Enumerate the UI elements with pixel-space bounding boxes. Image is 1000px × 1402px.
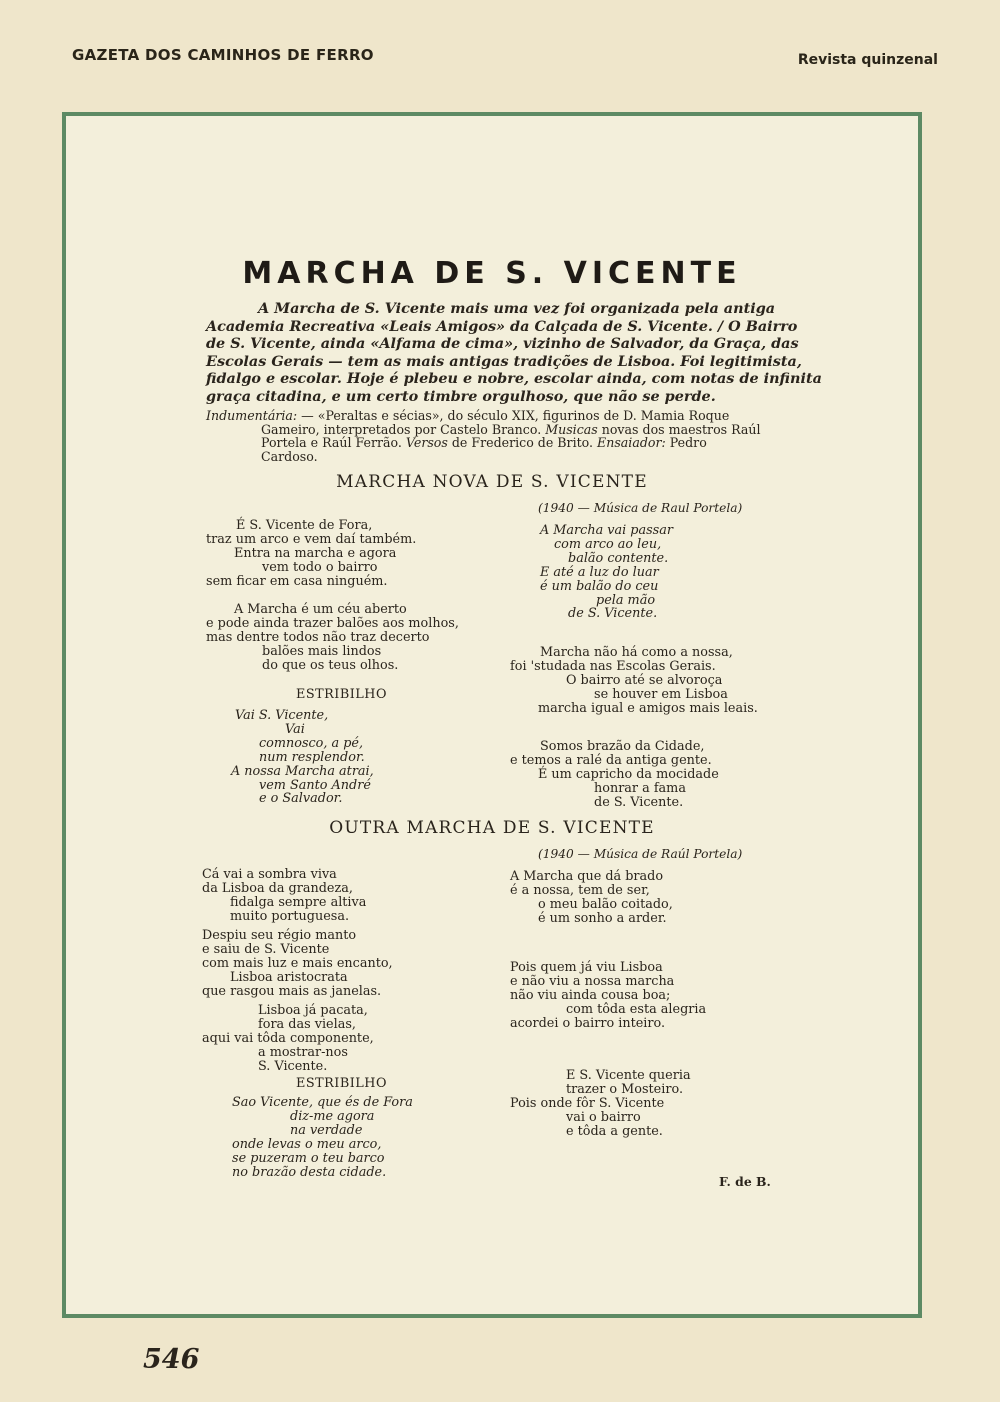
song2-left-stanza1 [202,868,366,924]
verse-line: Despiu seu régio manto [202,928,357,943]
article-title: MARCHA DE S. VICENTE [242,256,742,291]
verse-line: vem Santo André [259,777,371,793]
credits-text: Portela e Raúl Ferrão. [261,435,406,451]
song1-refrain-label: ESTRIBILHO [296,687,387,702]
verse-line: traz um arco e vem daí também. [206,531,417,547]
song1-right-stanza1 [540,524,673,621]
credits-text: Gameiro, interpretados por Castelo Branco. [261,421,546,437]
verse-line: do que os teus olhos. [262,657,399,673]
song1-right-stanza3 [510,740,719,810]
song2-refrain [232,1096,413,1179]
verse-line: Vai [285,721,305,737]
song2-right-stanza1 [510,870,673,926]
verse-line: A Marcha é um céu aberto [234,602,407,617]
verse-line: diz-me agora [290,1108,375,1124]
verse-line: Sao Vicente, que és de Fora [232,1095,413,1110]
verse-line: balões mais lindos [262,643,382,659]
verse-line: com mais luz e mais encanto, [202,955,393,971]
verse-line: trazer o Mosteiro. [566,1081,684,1097]
verse-line: E até a luz do luar [540,564,659,580]
verse-line: e saiu de S. Vicente [202,941,330,957]
verse-line: não viu ainda cousa boa; [510,987,671,1003]
intro-line: Escolas Gerais — tem as mais antigas tradições de Lisboa. Foi legitimista, [206,352,802,370]
song2-left-stanza3 [202,1004,374,1074]
verse-line: balão contente. [568,550,669,566]
credits-line [206,423,866,437]
indumentaria-text: — «Peraltas e sécias», do século XIX, figurinos de D. Mamia Roque [297,408,730,423]
verse-line: num resplendor. [259,749,365,765]
verse-line: e pode ainda trazer balões aos molhos, [206,615,459,631]
verse-line: Somos brazão da Cidade, [540,739,705,754]
verse-line: Entra na marcha e agora [234,545,397,561]
intro-line: Academia Recreativa «Leais Amigos» da Calçada de S. Vicente. / O Bairro [206,317,798,335]
indumentaria-label: Indumentária: [206,408,298,423]
verse-line: A Marcha vai passar [540,523,673,538]
song2-title: OUTRA MARCHA DE S. VICENTE [329,818,655,838]
intro-line: fidalgo e escolar. Hoje é plebeu e nobre, escolar ainda, com notas de infinita [206,370,822,388]
credits-notes [206,409,866,463]
verse-line: é um sonho a arder. [538,910,667,926]
credits-line [206,409,866,423]
verse-line: S. Vicente. [258,1058,328,1074]
verse-line: é um balão do ceu [540,578,659,594]
musicas-label: Musicas [545,421,598,437]
song1-right-stanza2 [510,646,758,716]
intro-line: graça citadina, e um certo timbre orgulhoso, que não se perde. [206,387,716,405]
article-frame [62,112,922,1318]
verse-line: de S. Vicente. [594,794,684,810]
verse-line: fidalga sempre altiva [230,894,367,910]
verse-line: se puzeram o teu barco [232,1150,385,1166]
verse-line: foi 'studada nas Escolas Gerais. [510,658,716,674]
verse-line: É S. Vicente de Fora, [236,518,373,533]
verse-line: Pois quem já viu Lisboa [510,960,663,975]
verse-line: a mostrar-nos [258,1044,348,1060]
intro-line: A Marcha de S. Vicente mais uma vez foi organizada pela antiga [258,300,776,317]
verse-line: fora das vielas, [258,1016,356,1032]
verse-line: e não viu a nossa marcha [510,973,675,989]
verse-line: que rasgou mais as janelas. [202,983,382,999]
verse-line: no brazão desta cidade. [232,1164,387,1180]
verse-line: E S. Vicente queria [566,1068,691,1083]
song2-right-stanza2 [510,961,706,1031]
verse-line: da Lisboa da grandeza, [202,880,353,896]
verse-line: Marcha não há como a nossa, [540,645,733,660]
verse-line: de S. Vicente. [568,606,658,622]
magazine-title: GAZETA DOS CAMINHOS DE FERRO [72,46,374,64]
song2-refrain-label: ESTRIBILHO [296,1076,387,1091]
verse-line: Lisboa já pacata, [258,1003,368,1018]
song1-left-stanza1 [206,519,416,589]
verse-line: Pois onde fôr S. Vicente [510,1095,665,1111]
verse-line: O bairro até se alvoroça [566,672,723,688]
verse-line: Vai S. Vicente, [235,708,329,723]
versos-label: Versos [405,435,448,451]
verse-line: É um capricho da mocidade [538,766,719,782]
verse-line: aqui vai tôda componente, [202,1030,374,1046]
verse-line: onde levas o meu arco, [232,1136,382,1152]
song2-right-stanza3 [510,1069,691,1139]
verse-line: sem ficar em casa ninguém. [206,573,388,589]
verse-line: se houver em Lisboa [594,686,728,702]
credits-line [206,436,866,450]
verse-line: Lisboa aristocrata [230,969,348,985]
verse-line: Cá vai a sombra viva [202,867,337,882]
verse-line: honrar a fama [594,780,686,796]
page-number: 546 [143,1344,200,1375]
verse-line: mas dentre todos não traz decerto [206,629,430,645]
credits-line: Cardoso. [261,448,318,464]
verse-line: pela mão [596,592,656,608]
ensaiador-label: Ensaiador: [597,435,666,451]
author-signature: F. de B. [719,1174,771,1189]
article-intro [206,300,866,406]
credits-text: novas dos maestros Raúl [597,421,761,437]
verse-line: marcha igual e amigos mais leais. [538,700,758,716]
verse-line: muito portuguesa. [230,908,350,924]
verse-line: e temos a ralé da antiga gente. [510,752,712,768]
verse-line: com tôda esta alegria [566,1001,707,1017]
verse-line: e tôda a gente. [566,1123,663,1139]
verse-line: o meu balão coitado, [538,896,673,912]
verse-line: é a nossa, tem de ser, [510,882,650,898]
verse-line: e o Salvador. [259,791,343,807]
verse-line: A Marcha que dá brado [510,869,664,884]
verse-line: vai o bairro [566,1109,641,1125]
song1-subtitle: (1940 — Música de Raul Portela) [538,501,743,515]
intro-line: de S. Vicente, ainda «Alfama de cima», vizinho de Salvador, da Graça, das [206,335,799,353]
song1-title: MARCHA NOVA DE S. VICENTE [336,472,648,492]
verse-line: com arco ao leu, [554,536,662,552]
song1-left-stanza2 [206,603,459,673]
credits-text: de Frederico de Brito. [447,435,598,451]
verse-line: A nossa Marcha atrai, [231,763,374,779]
verse-line: vem todo o bairro [262,559,378,575]
verse-line: comnosco, a pé, [259,735,364,751]
verse-line: na verdade [290,1122,363,1138]
verse-line: acordei o bairro inteiro. [510,1015,666,1031]
magazine-subtitle: Revista quinzenal [797,52,938,68]
song2-subtitle: (1940 — Música de Raúl Portela) [538,847,743,861]
credits-text: Pedro [665,435,707,451]
song1-refrain [231,709,374,806]
song2-left-stanza2 [202,929,393,999]
